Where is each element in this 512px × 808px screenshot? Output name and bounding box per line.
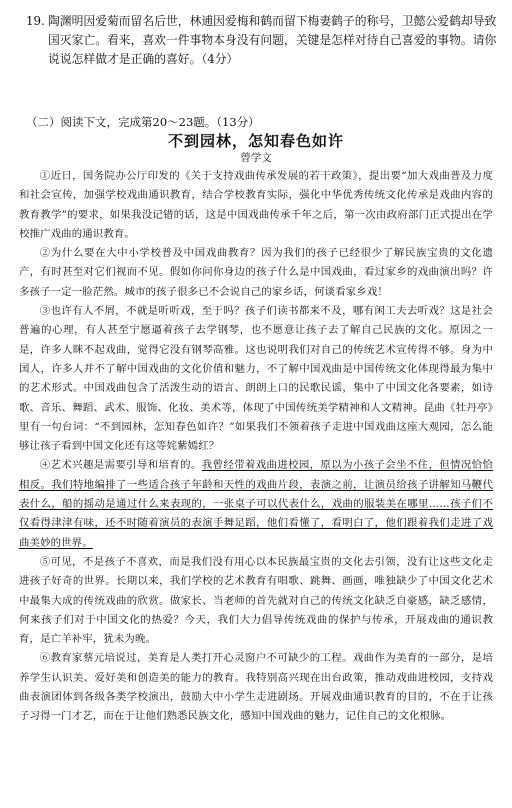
underlined-passage: 我曾经带着戏曲进校园，原以为小孩子会坐不住，但情况恰恰相反。我们特地编排了一些适合孩子年龄和天性的戏曲片段，表演之前，让演员给孩子讲解知马鞭代表什么，船的摇动是通过什么来表现的，一张桌子可以代表什么，戏曲的服装美在哪里……孩子们不仅看得津津有味，还不时随着演员的表演手舞足蹈，他们看懂了，看明白了，他们跟着我们走进了戏曲美妙的世界。	[19, 459, 493, 549]
paragraph-2: ②为什么要在大中小学校普及中国戏曲教育？因为我们的孩子已经很少了解民族宝贵的文化遗产，有时甚至对它们视而不见。假如你问你身边的孩子什么是中国戏曲，看过家乡的戏曲演出吗？许多孩子一定一脸茫然。城市的孩子很多已不会说自己的家乡话，何谈看家乡戏！	[19, 247, 493, 298]
paragraph-1: ①近日，国务院办公厅印发的《关于支持戏曲传承发展的若干政策》，提出要“加大戏曲普及力度和社会宣传，加强学校戏曲通识教育，结合学校教育实际，强化中华优秀传统文化传承是戏曲内容的教育教学”的要求，如果我没记错的话，这是中国戏曲传承千年之后，第一次由政府部门正式提出在学校推广戏曲的通识教育。	[19, 170, 493, 240]
paragraph-4	[19, 456, 493, 552]
article-title: 不到园林，怎知春色如许	[167, 132, 344, 150]
section-heading: （二）阅读下文，完成第20～23题。（13分）	[26, 115, 260, 129]
paragraph-4-intro: ④艺术兴趣是需要引导和培育的。	[39, 459, 202, 472]
paragraph-5: ⑤可见，不是孩子不喜欢，而是我们没有用心以本民族最宝贵的文化去引领，没有让这些文化走进孩子好奇的世界。长期以来，我们学校的艺术教育有唱歌、跳舞、画画，唯独缺少了中国文化艺术中最集大成的传统戏曲的欣赏。做家长、当老师的首先就对自己的传统文化缺乏自豪感，缺乏感情，何来孩子们对于中国文化的热爱？今天，我们大力倡导传统戏曲的保护与传承，开展戏曲的通识教育，是亡羊补牢，犹未为晚。	[19, 555, 493, 646]
article-author: 曾学文	[240, 152, 272, 164]
question-19-block	[26, 12, 500, 69]
paragraph-6: ⑥教育家蔡元培说过，美育是人类打开心灵窗户不可缺少的工程。戏曲作为美育的一部分，是培养学生认识美、爱好美和创造美的能力的教育。我特别高兴现在出台政策，推动戏曲进校园，支持戏曲表演团体到各级各类学校演出，鼓励大中小学生走进剧场。开展戏曲通识教育的目的，不在于让孩子习得一门才艺，而在于让他们熟悉民族文化，感知中国戏曲的魅力，记住自己的文化根脉。	[19, 652, 493, 723]
article-body	[19, 167, 493, 727]
question-number: 19.	[26, 14, 45, 28]
question-text: 陶渊明因爱菊而留名后世，林逋因爱梅和鹤而留下梅妻鹤子的称号，卫懿公爱鹤却导致国灭家亡。看来，喜欢一件事物本身没有问题，关键是怎样对待自己喜爱的事物。请你说说怎样做才是正确的喜好。（4分）	[48, 14, 497, 66]
question-19	[26, 12, 500, 69]
paragraph-3: ③也许有人不屑，不就是听听戏，至于吗？孩子们读书都来不及，哪有闲工夫去听戏？这是社会普遍的心理，有人甚至宁愿逼着孩子去学钢琴，也不愿意让孩子去了解自己民族的文化。原因之一是，许多人眯不起戏曲，觉得它没有钢琴高雅。这也说明我们对自己的传统艺术宣传得不够。身为中国人，许多人并不了解中国戏曲的文化价值和魅力，不了解中国戏曲是中国传统文化体现得最为集中的艺术形式。中国戏曲包含了活泼生动的语言、朗朗上口的民歌民谣，集中了中国文化各要素，如诗歌、音乐、舞蹈、武术、服饰、化妆、美术等，体现了中国传统美学精神和人文精神。昆曲《牡丹亭》里有一句台词：“不到园林，怎知春色如许？”如果我们不领着孩子走进中国戏曲这座大观园，怎么能够让孩子看到中国文化还有这等姹紫嫣红？	[19, 305, 493, 453]
